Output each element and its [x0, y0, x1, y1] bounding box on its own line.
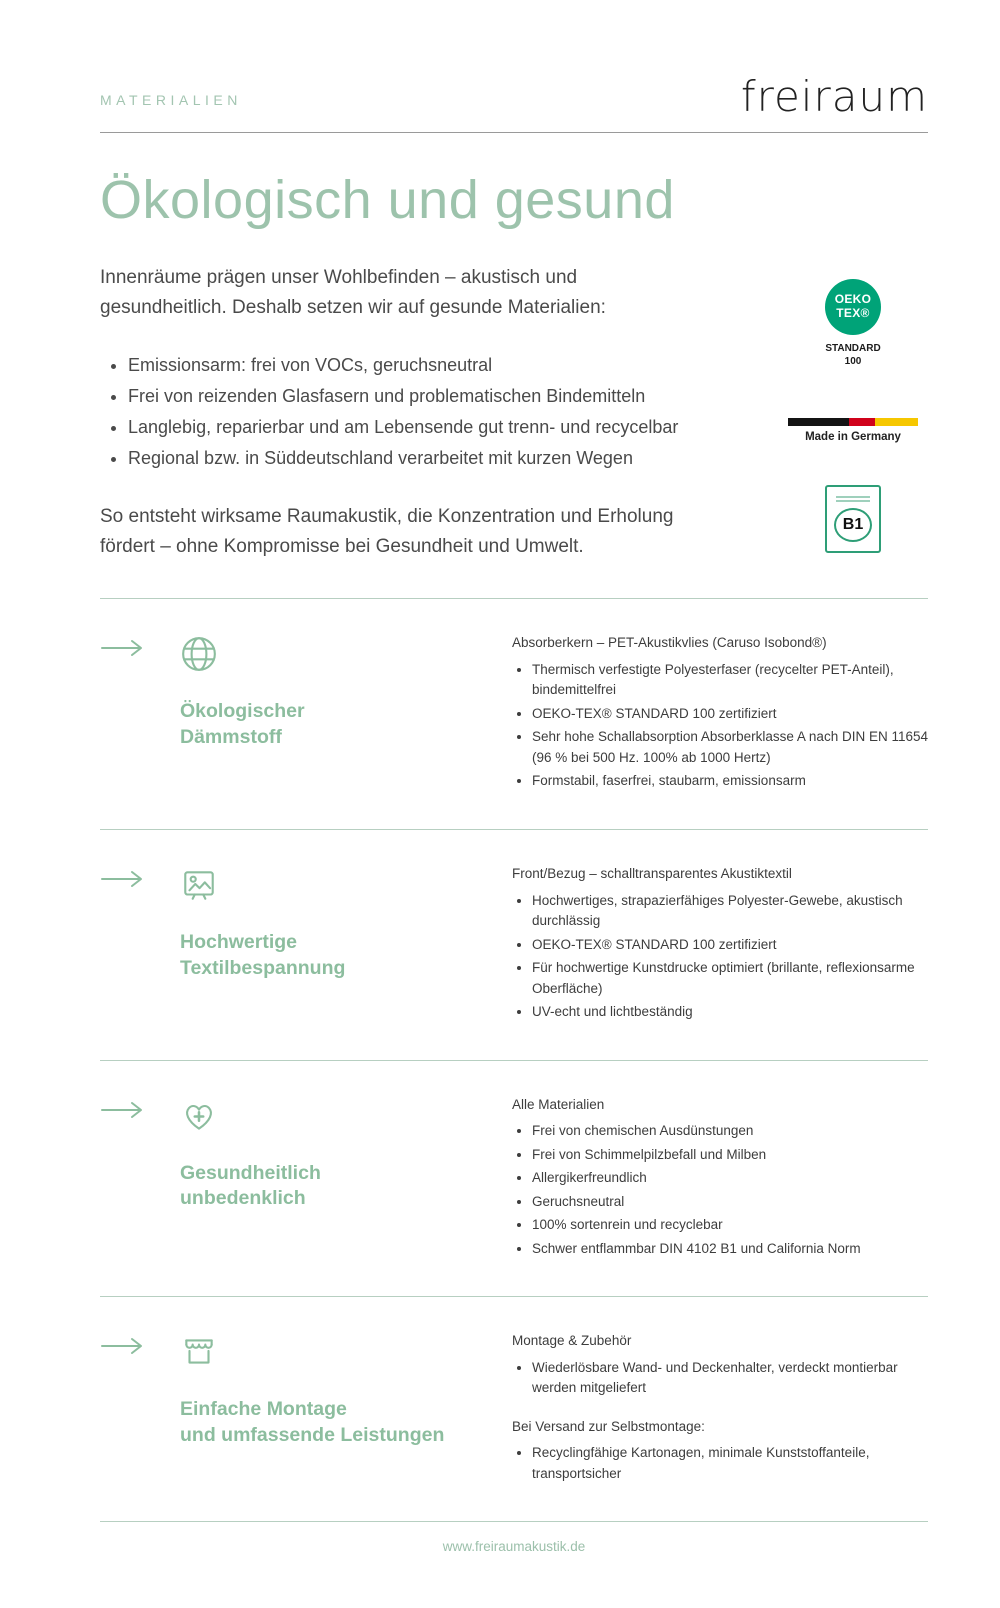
- section-title-line: Textilbespannung: [180, 956, 346, 979]
- intro-bullet: • Emissionsarm: frei von VOCs, geruchsneutral: [128, 351, 700, 379]
- brand-logo: freiraum: [740, 72, 928, 121]
- section-title-line: Gesundheitlich: [180, 1161, 321, 1184]
- heart-plus-icon: [180, 1097, 218, 1135]
- content-bullet: • UV-echt und lichtbeständig: [532, 1002, 928, 1023]
- content-bullet: • Geruchsneutral: [532, 1192, 928, 1213]
- oeko-text-line: OEKO: [834, 292, 872, 307]
- arrow-right-icon: [100, 1337, 144, 1355]
- page-title: Ökologisch und gesund: [100, 170, 675, 230]
- intro-bullet: • Frei von reizenden Glasfasern und problematischen Bindemitteln: [128, 382, 700, 410]
- content-bullet: • Recyclingfähige Kartonagen, minimale Kunststoffanteile, transportsicher: [532, 1443, 928, 1484]
- arrow-right-icon: [100, 870, 144, 888]
- content-bullet-list: [512, 1443, 928, 1484]
- oeko-text-line: TEX®: [836, 306, 870, 320]
- intro-bullet: • Regional bzw. in Süddeutschland verarbeitet mit kurzen Wegen: [128, 444, 700, 472]
- header: [100, 0, 928, 133]
- hero-section: [100, 263, 928, 562]
- title-column: [180, 860, 512, 1026]
- closing-paragraph: So entsteht wirksame Raumakustik, die Konzentration und Erholung fördert – ohne Kompromisse bei Gesundheit und Umwelt.: [100, 506, 674, 558]
- flag-stripe-black: [788, 418, 849, 426]
- section-hochwertige-textilbespannung: [100, 829, 928, 1060]
- section-title: [180, 699, 512, 750]
- content-bullet: • Frei von Schimmelpilzbefall und Milben: [532, 1145, 928, 1166]
- section-einfache-montage: [100, 1296, 928, 1521]
- section-content: [512, 1327, 928, 1487]
- germany-flag-icon: [788, 418, 918, 426]
- section-gesundheitlich-unbedenklich: [100, 1060, 928, 1297]
- arrow-right-icon: [100, 639, 144, 657]
- content-heading: Front/Bezug – schalltransparentes Akustiktextil: [512, 865, 792, 881]
- content-bullet: • Hochwertiges, strapazierfähiges Polyester-Gewebe, akustisch durchlässig: [532, 891, 928, 932]
- eyebrow-materialien: MATERIALIEN: [100, 92, 242, 108]
- content-bullet: • 100% sortenrein und recyclebar: [532, 1215, 928, 1236]
- content-bullet: • Wiederlösbare Wand- und Deckenhalter, verdeckt montierbar werden mitgeliefert: [532, 1358, 928, 1399]
- arrow-column: [100, 629, 180, 795]
- content-bullet: • Für hochwertige Kunstdrucke optimiert (brillante, reflexionsarme Oberfläche): [532, 958, 928, 999]
- section-oekologischer-daemmstoff: [100, 598, 928, 829]
- section-content: [512, 1091, 928, 1263]
- hero-text-column: [100, 263, 700, 562]
- certification-badges: [778, 263, 928, 562]
- section-title-line: und umfassende Leistungen: [180, 1423, 445, 1446]
- feature-sections: [100, 598, 928, 1521]
- intro-bullet-list: [110, 351, 700, 472]
- section-content: [512, 629, 928, 795]
- b1-ring-icon: [834, 508, 872, 542]
- section-title: [180, 1397, 512, 1448]
- content-subheading: Bei Versand zur Selbstmontage:: [512, 1418, 705, 1434]
- content-bullet-list: [512, 891, 928, 1023]
- section-title-line: unbedenklich: [180, 1187, 306, 1210]
- section-title-line: Dämmstoff: [180, 726, 282, 749]
- content-bullet-list: [512, 1358, 928, 1399]
- content-heading: Absorberkern – PET-Akustikvlies (Caruso Isobond®): [512, 635, 827, 651]
- section-title-line: Ökologischer: [180, 700, 305, 723]
- content-bullet-list: [512, 660, 928, 792]
- content-heading: Alle Materialien: [512, 1096, 605, 1112]
- content-bullet: • Formstabil, faserfrei, staubarm, emissionsarm: [532, 771, 928, 792]
- title-column: [180, 629, 512, 795]
- oeko-caption-line: STANDARD: [825, 343, 881, 354]
- arrow-column: [100, 1327, 180, 1487]
- content-bullet-list: [512, 1121, 928, 1259]
- flag-stripe-red: [849, 418, 875, 426]
- section-title: [180, 930, 512, 981]
- section-content: [512, 860, 928, 1026]
- oeko-tex-circle-icon: [825, 279, 881, 335]
- made-in-germany-label: Made in Germany: [805, 431, 901, 443]
- content-bullet: • Frei von chemischen Ausdünstungen: [532, 1121, 928, 1142]
- content-bullet: • OEKO-TEX® STANDARD 100 zertifiziert: [532, 704, 928, 725]
- arrow-right-icon: [100, 1101, 144, 1119]
- b1-fire-rating-badge: [825, 485, 881, 553]
- b1-label: B1: [842, 516, 864, 533]
- lead-paragraph: Innenräume prägen unser Wohlbefinden – akustisch und gesundheitlich. Deshalb setzen wir auf gesunde Materialien:: [100, 267, 606, 319]
- section-title-line: Einfache Montage: [180, 1398, 347, 1421]
- footer-url[interactable]: www.freiraumakustik.de: [442, 1539, 586, 1555]
- section-title: [180, 1161, 512, 1212]
- oeko-tex-badge: [825, 279, 881, 368]
- oeko-caption: [825, 342, 880, 368]
- globe-icon: [180, 635, 218, 673]
- b1-fine-print: [836, 494, 870, 504]
- flag-stripe-gold: [875, 418, 918, 426]
- footer: [100, 1521, 928, 1556]
- framed-print-icon: [180, 866, 218, 904]
- title-column: [180, 1327, 512, 1487]
- intro-bullet: • Langlebig, reparierbar und am Lebensende gut trenn- und recycelbar: [128, 413, 700, 441]
- content-bullet: • Schwer entflammbar DIN 4102 B1 und California Norm: [532, 1239, 928, 1260]
- content-bullet: • OEKO-TEX® STANDARD 100 zertifiziert: [532, 935, 928, 956]
- title-column: [180, 1091, 512, 1263]
- content-bullet: • Thermisch verfestigte Polyesterfaser (recycelter PET-Anteil), bindemittelfrei: [532, 660, 928, 701]
- arrow-column: [100, 860, 180, 1026]
- oeko-caption-line: 100: [844, 356, 862, 367]
- arrow-column: [100, 1091, 180, 1263]
- content-bullet: • Allergikerfreundlich: [532, 1168, 928, 1189]
- made-in-germany-badge: [788, 418, 918, 443]
- section-title-line: Hochwertige: [180, 930, 298, 953]
- content-bullet: • Sehr hohe Schallabsorption Absorberklasse A nach DIN EN 11654 (96 % bei 500 Hz. 100% ab 1000 Hertz): [532, 727, 928, 768]
- storefront-icon: [180, 1333, 218, 1371]
- content-heading: Montage & Zubehör: [512, 1333, 632, 1349]
